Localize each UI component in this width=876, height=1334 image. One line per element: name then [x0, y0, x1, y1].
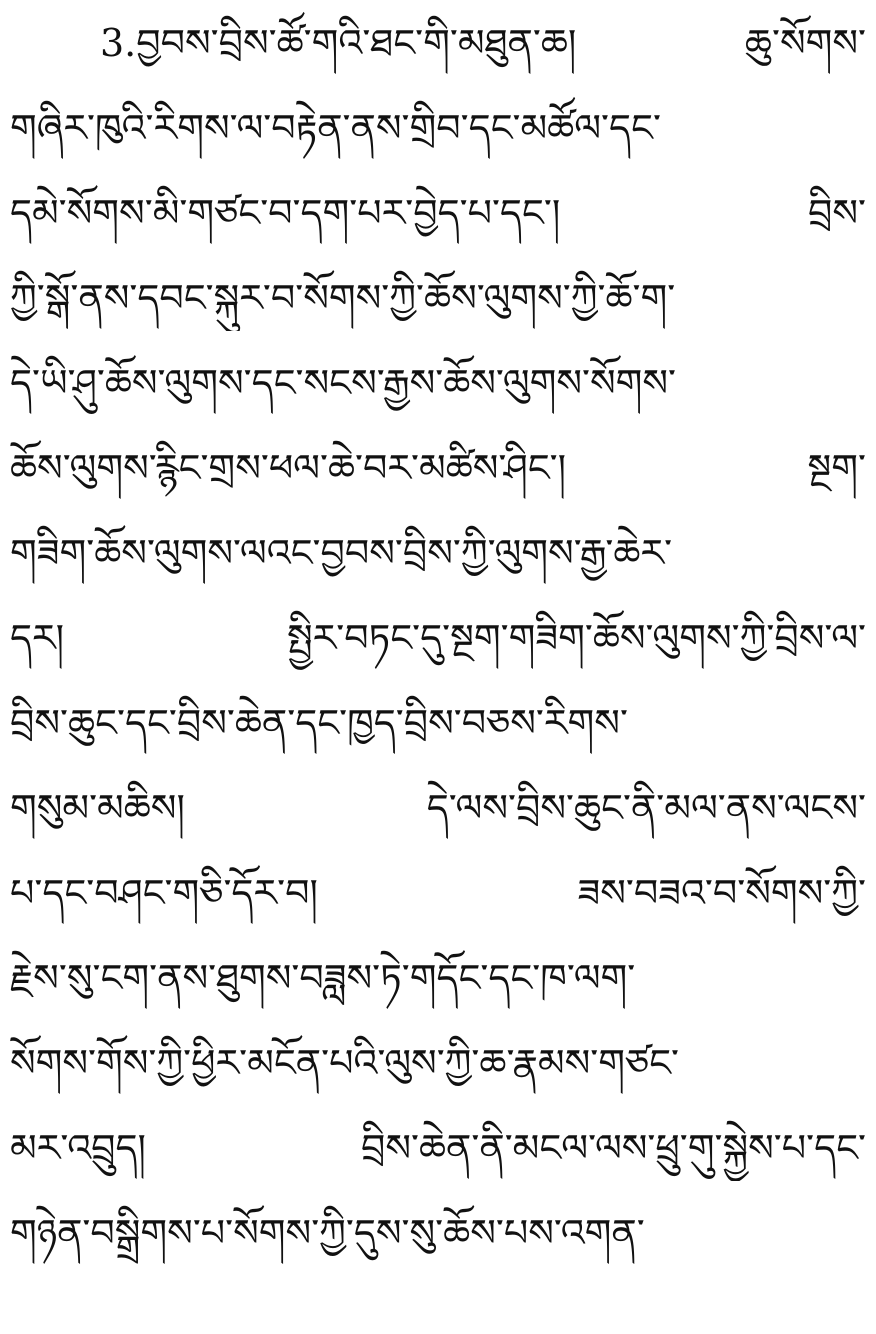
text-line-1: 3.བྱབས་བྲིས་ཚོ་གའི་ཐང་གི་མཐུན་ཆ། ཆུ་སོགས་ — [100, 21, 866, 65]
text-line-15: གཉེན་བསྒྲིགས་པ་སོགས་ཀྱི་དུས་སུ་ཆོས་པས་འགན་ — [10, 1211, 645, 1255]
text-line-2: གཞིར་ཁུའི་རིགས་ལ་བརྟེན་ནས་གྲིབ་དང་མཚོལ་དང་ — [10, 106, 661, 150]
text-line-5: དེ་ཡི་ཤུ་ཆོས་ལུགས་དང་སངས་རྒྱས་ཆོས་ལུགས་སོགས་ — [10, 361, 676, 405]
text-line-9: བྲིས་ཆུང་དང་བྲིས་ཆེན་དང་ཁྱད་བྲིས་བཅས་རིགས་ — [10, 701, 628, 745]
text-line-12: རྗེས་སུ་ངག་ནས་ཐུགས་བཟླས་ཏེ་གདོང་དང་ཁ་ལག་ — [10, 956, 636, 1000]
text-line-13: སོགས་གོས་ཀྱི་ཕྱིར་མངོན་པའི་ལུས་ཀྱི་ཆ་རྣམས་གཙང་ — [10, 1041, 680, 1085]
text-line-11: པ་དང་བཤང་གཅི་དོར་བ། ཟས་བཟའ་བ་སོགས་ཀྱི་ — [10, 871, 866, 915]
text-line-3: དམེ་སོགས་མི་གཙང་བ་དག་པར་བྱེད་པ་དང་། བྲིས་ — [10, 191, 866, 235]
text-line-10: གསུམ་མཆིས། དེ་ལས་བྲིས་ཆུང་ནི་མལ་ནས་ལངས་ — [10, 786, 866, 830]
text-line-14: མར་འབྲུད། བྲིས་ཆེན་ནི་མངལ་ལས་ཕྲུ་གུ་སྐྱེས་པ་དང་ — [10, 1126, 866, 1170]
text-line-4: ཀྱི་སྒོ་ནས་དབང་སྐུར་བ་སོགས་ཀྱི་ཆོས་ལུགས་ཀྱི་ཆོ་ག་ — [10, 276, 676, 320]
text-line-7: གཟིག་ཆོས་ལུགས་ལའང་བྱབས་བྲིས་ཀྱི་ལུགས་རྒྱ་ཆེར་ — [10, 531, 673, 575]
text-line-8: དར། སྤྱིར་བཏང་དུ་སྔག་གཟིག་ཆོས་ལུགས་ཀྱི་བྲིས་ལ་ — [10, 616, 866, 660]
text-line-6: ཆོས་ལུགས་རྙིང་གྲས་ཕལ་ཆེ་བར་མཚིས་ཤིང་། སྔག་ — [10, 446, 866, 490]
